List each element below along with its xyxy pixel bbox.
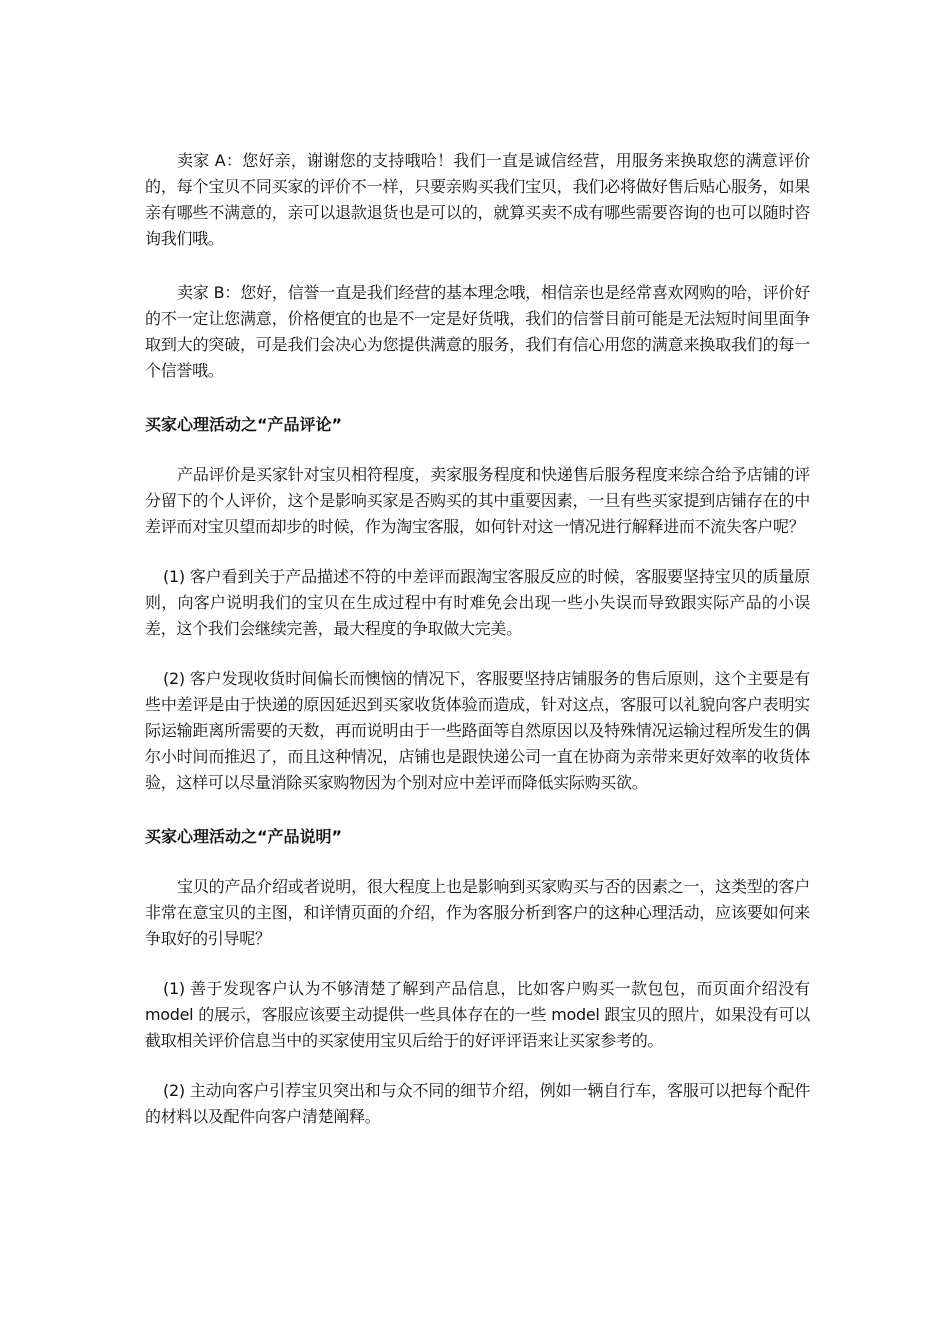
review-point-1: (1) 客户看到关于产品描述不符的中差评而跟淘宝客服反应的时候，客服要坚持宝贝的质量原则，向客户说明我们的宝贝在生成过程中有时难免会出现一些小失误而导致跟实际产品的小误差，这个我们会继续完善，最大程度的争取做大完美。 [145,567,810,638]
section-heading-product-description: 买家心理活动之“产品说明” [145,827,343,846]
description-point-2: (2) 主动向客户引荐宝贝突出和与众不同的细节介绍，例如一辆自行车，客服可以把每个配件的材料以及配件向客户清楚阐释。 [145,1081,810,1126]
product-description-intro: 宝贝的产品介绍或者说明，很大程度上也是影响到买家购买与否的因素之一，这类型的客户非常在意宝贝的主图，和详情页面的介绍，作为客服分析到客户的这种心理活动，应该要如何来争取好的引导呢？ [145,877,810,948]
section-heading-product-review: 买家心理活动之“产品评论” [145,415,343,434]
description-point-1: (1) 善于发现客户认为不够清楚了解到产品信息，比如客户购买一款包包，而页面介绍没有 model 的展示，客服应该要主动提供一些具体存在的一些 model 跟宝贝的照片，如果没有可以截取相关评价信息当中的买家使用宝贝后给于的好评评语来让买家参考的。 [145,979,810,1050]
seller-b-reply: 卖家 B：您好，信誉一直是我们经营的基本理念哦，相信亲也是经常喜欢网购的哈，评价好的不一定让您满意，价格便宜的也是不一定是好货哦，我们的信誉目前可能是无法短时间里面争取到大的突破，可是我们会决心为您提供满意的服务，我们有信心用您的满意来换取我们的每一个信誉哦。 [145,283,810,380]
seller-a-reply: 卖家 A：您好亲，谢谢您的支持哦哈！我们一直是诚信经营，用服务来换取您的满意评价的，每个宝贝不同买家的评价不一样，只要亲购买我们宝贝，我们必将做好售后贴心服务，如果亲有哪些不满意的，亲可以退款退货也是可以的，就算买卖不成有哪些需要咨询的也可以随时咨询我们哦。 [145,151,810,248]
document-page [145,148,810,1130]
review-point-2: (2) 客户发现收货时间偏长而懊恼的情况下，客服要坚持店铺服务的售后原则，这个主要是有些中差评是由于快递的原因延迟到买家收货体验而造成，针对这点，客服可以礼貌向客户表明实际运输距离所需要的天数，再而说明由于一些路面等自然原因以及特殊情况运输过程所发生的偶尔小时间而推迟了，而且这种情况，店铺也是跟快递公司一直在协商为亲带来更好效率的收货体验，这样可以尽量消除买家购物因为个别对应中差评而降低实际购买欲。 [145,669,810,792]
product-review-intro: 产品评价是买家针对宝贝相符程度，卖家服务程度和快递售后服务程度来综合给予店铺的评分留下的个人评价，这个是影响买家是否购买的其中重要因素，一旦有些买家提到店铺存在的中差评而对宝贝望而却步的时候，作为淘宝客服，如何针对这一情况进行解释进而不流失客户呢？ [145,465,810,536]
